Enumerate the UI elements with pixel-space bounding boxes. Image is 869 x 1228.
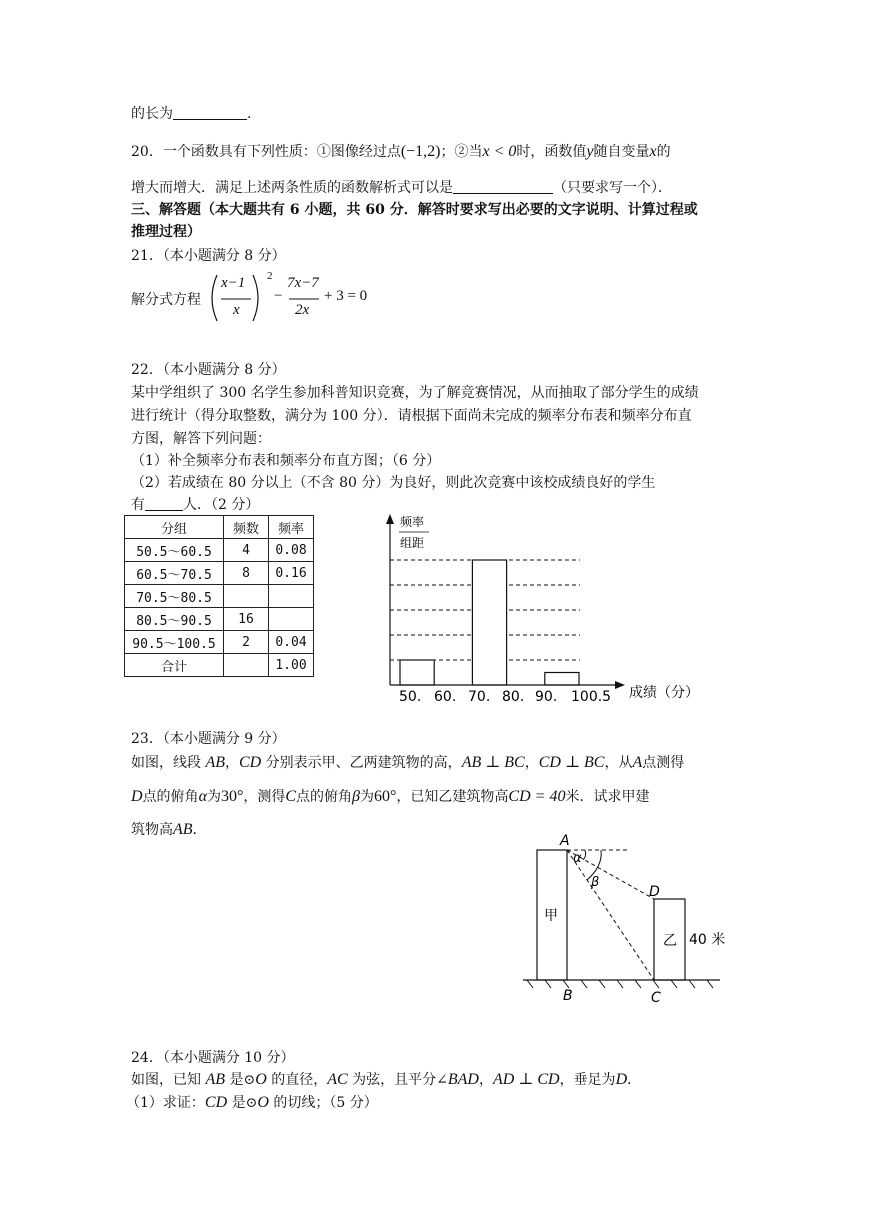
q23-heading: 23．（本小题满分 9 分） [131,731,286,747]
section-3-heading-cont: 推理过程） [131,224,201,240]
table-header: 频数 [224,516,269,539]
label-beta: β [591,875,600,890]
q20-line-2a: 增大而增大．满足上述两条性质的函数解析式可以是 [131,180,453,196]
q24-text: 是⊙ [227,1095,258,1111]
q21-equation [131,270,431,323]
q19-end: . [247,106,252,122]
table-cell: 50.5～60.5 [125,539,224,562]
x-axis-label: 成绩（分） [629,685,699,701]
q24-text: ． [627,1072,642,1088]
q23-text: ． [192,822,207,838]
q23-text: 为 [206,789,221,805]
frequency-histogram [375,510,715,710]
q23-text: 为 [360,789,375,805]
q23-line-2 [131,786,649,806]
table-cell: 60.5～70.5 [125,562,224,585]
q22-line-4: （1）补全频率分布表和频率分布直方图；（6 分） [131,453,441,469]
x-tick-label: 50. [399,689,422,705]
table-cell: 0.04 [269,631,314,654]
q24-text: （1）求证： [126,1095,205,1111]
label-alpha: α [573,851,582,866]
label-D: D [649,884,660,900]
q22-answer-blank[interactable] [145,496,183,511]
q20-part-4: 随自变量 [593,144,650,160]
q23-var-C: C [285,788,297,805]
q22-line-3: 方图，解答下列问题： [131,431,271,447]
q20-part-1: 20．一个函数具有下列性质：①图像经过点 [131,144,401,160]
q23-text: ，从 [604,755,633,771]
ground-hatching [527,980,713,988]
q22-line-6a: 有 [131,497,145,513]
table-header-row [125,516,314,539]
table-cell: 70.5～80.5 [125,585,224,608]
y-label-bottom: 组距 [400,536,425,550]
q22-line-6 [131,494,259,514]
q19-text: 的长为 [131,106,173,122]
q23-text: ，测得 [243,789,286,805]
x-tick-label: 100.5 [571,689,612,705]
x-tick-labels [399,689,611,705]
q23-var-AB: AB [173,821,193,838]
q20-part-2: ；②当 [440,144,483,160]
buildings-figure [515,830,745,1010]
q22-line-1: 某中学组织了 300 名学生参加科普知识竞赛，为了解竞赛情况，从而抽取了部分学生的成绩 [131,385,699,401]
q23-var-A: A [632,754,643,771]
table-cell: 4 [224,539,269,562]
q23-text: 点的俯角 [296,789,353,805]
q22-line-6b: 人．（2 分） [183,497,260,513]
q23-text: 米．试求甲建 [565,789,650,805]
q19-tail [131,103,251,123]
q23-deg-60: 60° [374,788,397,805]
table-cell-blank[interactable] [269,608,314,631]
right-paren [253,275,258,321]
table-cell: 0.16 [269,562,314,585]
table-header: 频率 [269,516,314,539]
q21-label: 解分式方程 [131,292,201,308]
q21-exponent: 2 [267,270,273,282]
q24-var-D: D [615,1071,628,1088]
table-cell-blank[interactable] [224,585,269,608]
q23-perp-2: CD ⊥ BC [538,754,605,771]
q23-text: ，已知乙建筑物高 [396,789,509,805]
q23-var-alpha: α [198,788,207,805]
q21-den1: x [233,302,240,318]
q23-text: 点的俯角 [142,789,199,805]
label-yi: 乙 [663,933,677,949]
y-axis-arrow [386,514,394,524]
frequency-table [124,515,314,677]
table-row [125,631,314,654]
q24-var-BAD: BAD [447,1071,479,1088]
q20-answer-blank[interactable] [453,179,553,194]
q20-part-3: 时，函数值 [516,144,587,160]
q24-var-O: O [255,1071,267,1088]
x-tick-label: 90. [535,689,558,705]
angle-alpha-arc [583,850,586,860]
q20-var-y: y [586,143,594,160]
q20-part-5: 的 [656,144,671,160]
table-cell-blank[interactable] [224,654,269,677]
histogram-bars [400,560,579,685]
table-cell: 8 [224,562,269,585]
q21-num2: 7x−7 [287,275,319,291]
y-label-top: 频率 [400,515,425,529]
q24-text: 的直径， [266,1072,328,1088]
q20-point: (−1,2) [400,143,441,160]
q24-line-1 [131,1069,641,1089]
q24-perp: AD ⊥ CD [492,1071,560,1088]
table-cell-blank[interactable] [269,585,314,608]
q22-line-5: （2）若成绩在 80 分以上（不含 80 分）为良好，则此次竞赛中该校成绩良好的学生 [131,475,656,491]
table-row [125,608,314,631]
table-cell: 0.08 [269,539,314,562]
table-cell: 1.00 [269,654,314,677]
q23-line-1 [131,752,684,772]
q22-heading: 22．（本小题满分 8 分） [131,362,286,378]
q21-minus: − [274,288,283,304]
q20-line-1 [131,141,671,161]
q23-text: 分别表示甲、乙两建筑物的高， [261,755,462,771]
histogram-bar-1 [400,660,434,685]
q21-den2: 2x [295,302,310,318]
q23-sep: ， [225,755,239,771]
label-B: B [563,988,573,1004]
q19-answer-blank[interactable] [173,105,247,120]
q24-var-O: O [257,1094,269,1111]
q23-var-D: D [131,788,143,805]
table-header: 分组 [125,516,224,539]
q24-var-CD: CD [204,1094,228,1111]
q24-line-2 [126,1092,378,1112]
label-height: 40 米 [689,932,726,948]
q21-tail: + 3 = 0 [324,288,368,304]
q24-text: 是⊙ [225,1072,256,1088]
x-axis-arrow [615,681,625,689]
q24-text: 为弦，且平分∠ [347,1072,448,1088]
q23-cd-value: CD = 40 [508,788,566,805]
q24-heading: 24．（本小题满分 10 分） [131,1050,295,1066]
q20-line-2 [131,177,672,197]
histogram-bar-2 [472,560,506,685]
sightline-to-C [567,850,654,980]
x-tick-label: 70. [468,689,491,705]
q23-text: 如图，线段 [131,755,206,771]
q23-var-beta: β [352,788,361,805]
label-C: C [651,990,661,1006]
left-paren [212,275,217,321]
histogram-bar-3 [545,673,579,686]
section-3-heading: 三、解答题（本大题共有 6 小题，共 60 分．解答时要求写出必要的文字说明、计算过程或 [131,202,698,218]
table-row [125,539,314,562]
q24-var-AB: AB [205,1071,225,1088]
q21-num1: x−1 [221,275,246,291]
q23-perp-1: AB ⊥ BC [461,754,525,771]
label-jia: 甲 [544,908,558,924]
table-cell: 90.5～100.5 [125,631,224,654]
table-row [125,562,314,585]
q24-text: 如图，已知 [131,1072,206,1088]
table-cell: 合计 [125,654,224,677]
q23-text: 筑物高 [131,822,173,838]
q23-sep: ， [524,755,539,771]
q24-text: ，垂足为 [559,1072,616,1088]
table-cell: 80.5～90.5 [125,608,224,631]
q20-line-2b: （只要求写一个）． [553,180,672,196]
label-A: A [560,833,570,849]
q23-var-CD: CD [239,754,262,771]
table-cell: 2 [224,631,269,654]
table-row [125,654,314,677]
table-row [125,585,314,608]
table-cell: 16 [224,608,269,631]
q23-line-3 [131,819,207,839]
q24-var-AC: AC [327,1071,348,1088]
q22-line-2: 进行统计（得分取整数，满分为 100 分）．请根据下面尚未完成的频率分布表和频率分布直 [131,408,692,424]
q23-deg-30: 30° [220,788,244,805]
q20-var-x: x [649,143,657,160]
q24-text: 的切线；（5 分） [268,1095,378,1111]
x-tick-label: 80. [502,689,525,705]
q24-text: ， [478,1072,493,1088]
q23-text: 点测得 [642,755,685,771]
q23-var-AB: AB [205,754,225,771]
q20-condition: x < 0 [482,143,517,160]
q21-heading: 21．（本小题满分 8 分） [131,248,286,264]
x-tick-label: 60. [434,689,457,705]
